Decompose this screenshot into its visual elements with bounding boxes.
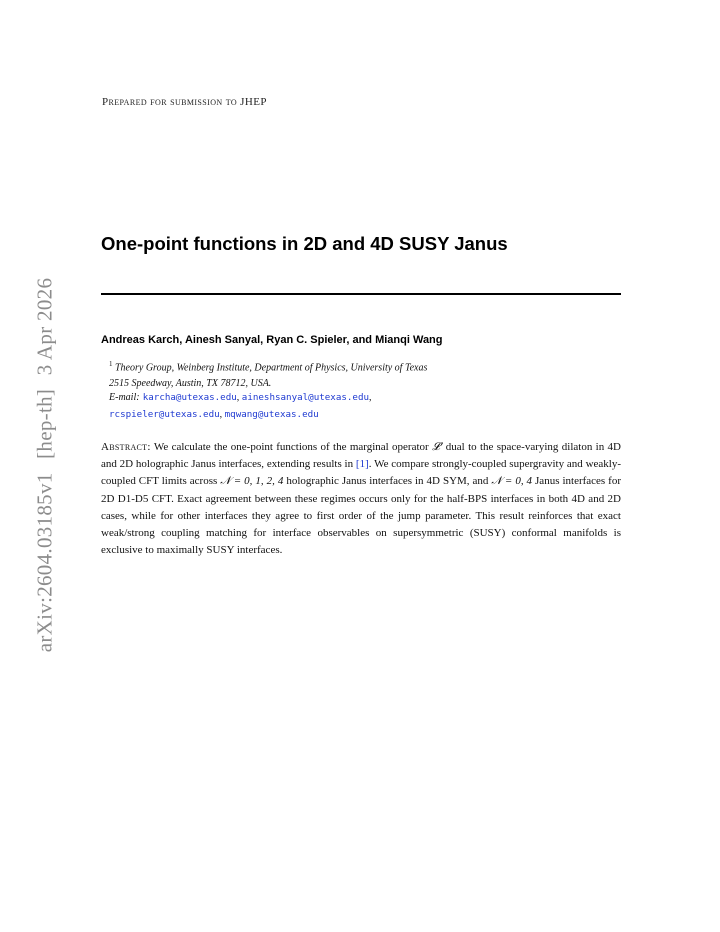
susy-count-2d: 𝒩 = 0, 4 (491, 475, 533, 488)
email-link-sanyal[interactable]: aineshsanyal@utexas.edu (241, 392, 370, 403)
arxiv-date: 3 Apr 2026 (32, 277, 57, 376)
operator-symbol: 𝓛′ (432, 441, 443, 453)
email-link-karch[interactable]: karcha@utexas.edu (142, 392, 237, 403)
affiliation (109, 356, 427, 392)
title-divider (101, 293, 621, 295)
arxiv-category: [hep-th] (32, 388, 57, 459)
abstract (101, 439, 621, 559)
affiliation-line-2: 2515 Speedway, Austin, TX 78712, USA. (109, 378, 272, 390)
abstract-text-2: dual to the space-varying dilaton in 4D and 2D holographic Janus interfaces, extending results in (101, 441, 621, 471)
abstract-label: Abstract: (101, 441, 151, 453)
affiliation-marker: 1 (109, 360, 113, 368)
email-label: E-mail: (109, 392, 140, 403)
author-list: Andreas Karch, Ainesh Sanyal, Ryan C. Spieler, and Mianqi Wang (101, 334, 443, 346)
arxiv-id: arXiv:2604.03185v1 (32, 472, 57, 653)
citation-link[interactable]: [1] (355, 458, 369, 471)
email-block: E-mail: karcha@utexas.edu, aineshsanyal@utexas.edu, rcspieler@utexas.edu, mqwang@utexas.edu (109, 392, 372, 420)
abstract-text-5: Janus interfaces for 2D D1-D5 CFT. Exact agreement between these regimes occurs only for the half-BPS interfaces in both 4D and 2D cases, while for other interfaces they agree to first order of the jump parameter. This result reinforces that exact weak/strong coupling matching for interface observables on supersymmetric (SUSY) conformal manifolds is exclusive to maximally SUSY interfaces. (101, 475, 622, 557)
abstract-text-1: We calculate the one-point functions of the marginal operator (153, 441, 429, 453)
abstract-text-3: . We compare strongly-coupled supergravity and weakly-coupled CFT limits across (101, 458, 621, 488)
email-link-wang[interactable]: mqwang@utexas.edu (224, 409, 319, 420)
arxiv-identifier-stamp (33, 274, 58, 656)
abstract-text-4: holographic Janus interfaces in 4D SYM, and (286, 475, 489, 488)
journal-note: Prepared for submission to JHEP (102, 96, 267, 108)
affiliation-line-1: Theory Group, Weinberg Institute, Department of Physics, University of Texas (115, 362, 428, 374)
paper-title: One-point functions in 2D and 4D SUSY Janus (101, 233, 508, 254)
susy-count-4d: 𝒩 = 0, 1, 2, 4 (220, 475, 284, 488)
email-link-spieler[interactable]: rcspieler@utexas.edu (109, 409, 220, 420)
